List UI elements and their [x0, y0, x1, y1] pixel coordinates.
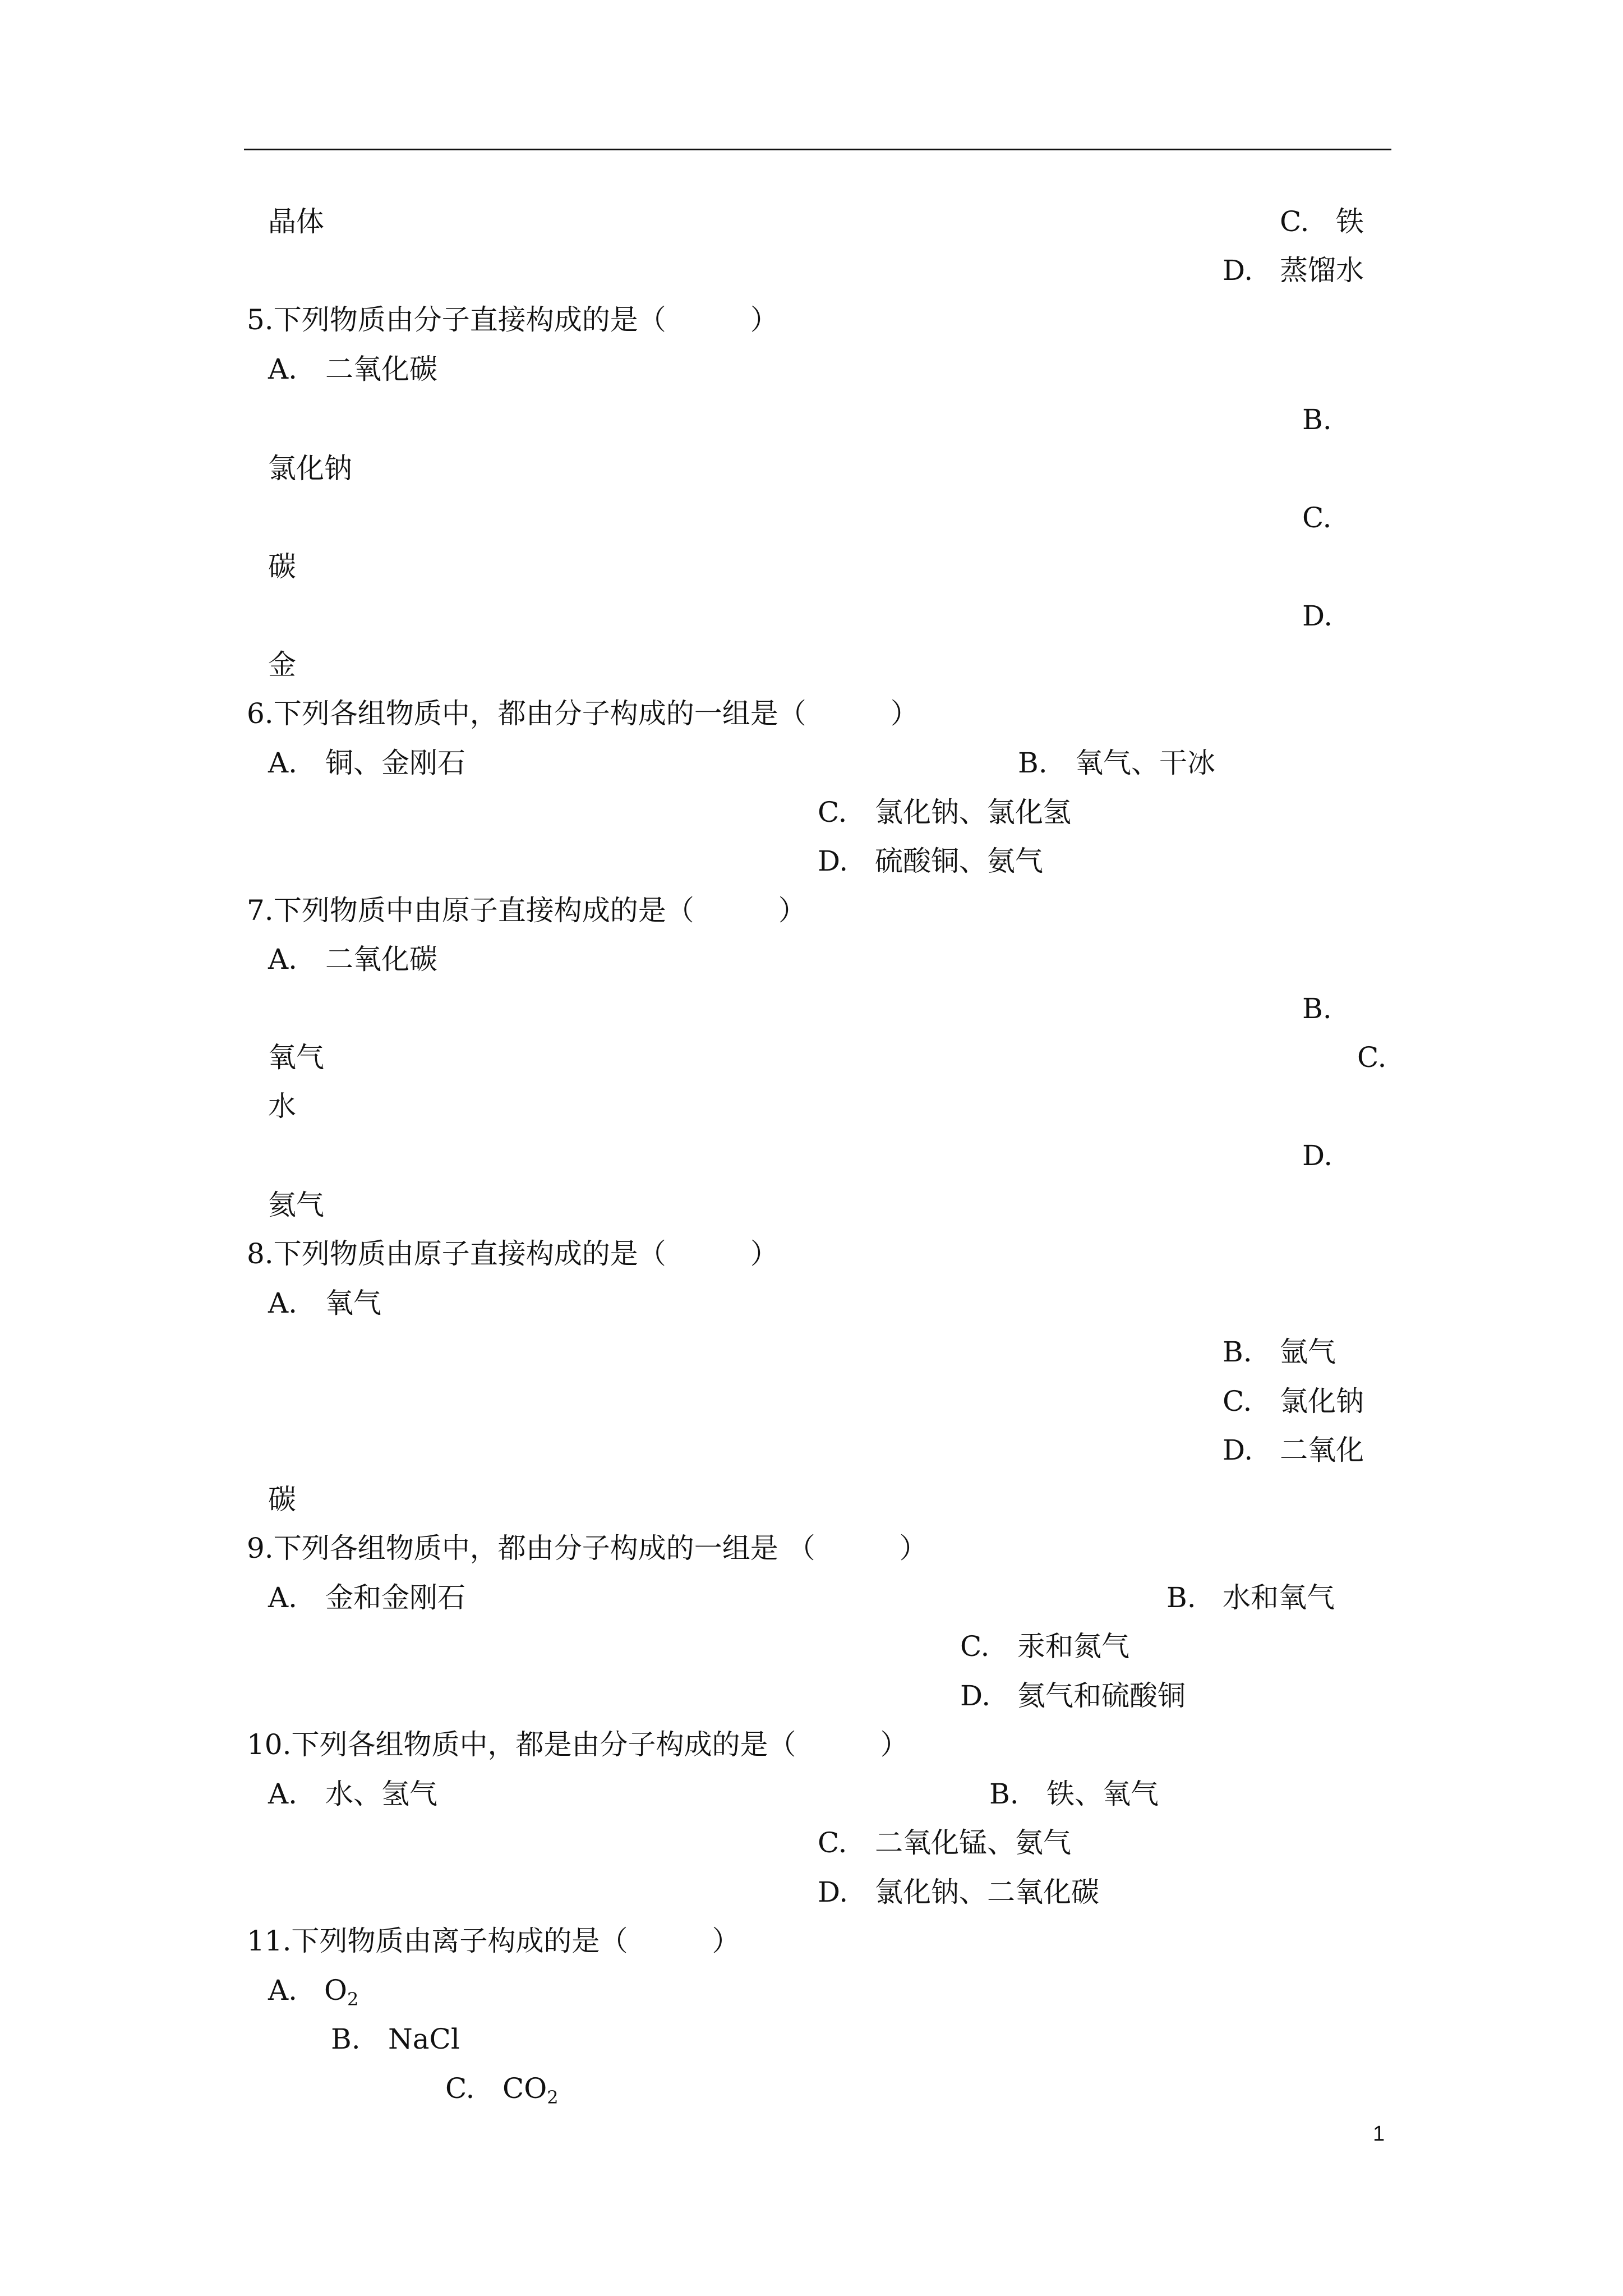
q6-option-c-text: 氯化钠、氯化氢	[875, 796, 1071, 829]
q5-option-d-text: 金	[268, 648, 296, 681]
option-d-letter: D.	[1223, 254, 1253, 287]
q7-option-b-letter: B.	[1302, 992, 1332, 1025]
formula-subscript: 2	[547, 2087, 559, 2108]
q5-option-b-text: 氯化钠	[268, 452, 352, 485]
q6-option-a-letter: A.	[268, 747, 298, 779]
q8-option-a-text: 氧气	[325, 1287, 381, 1319]
formula-co: CO	[502, 2072, 547, 2105]
q5-option-b-letter: B.	[1302, 403, 1332, 436]
formula-o: O	[324, 1974, 347, 2007]
q10-option-b-text: 铁、氧气	[1046, 1778, 1159, 1810]
q5-option-a-text: 二氧化碳	[325, 353, 437, 385]
option-c-text: 铁	[1336, 205, 1364, 238]
q7-option-a-text: 二氧化碳	[325, 943, 437, 976]
q6-option-d-text: 硫酸铜、氨气	[875, 845, 1043, 877]
q9-option-c-text: 汞和氮气	[1017, 1630, 1129, 1663]
q7-option-d-text: 氦气	[268, 1189, 324, 1221]
question-10-stem: 10.下列各组物质中，都是由分子构成的是（ ）	[247, 1728, 909, 1761]
q11-option-b-formula: NaCl	[388, 2023, 460, 2055]
q6-option-b-text: 氧气、干冰	[1075, 747, 1215, 779]
q5-option-c-letter: C.	[1302, 501, 1332, 534]
q11-option-a-letter: A.	[268, 1974, 298, 2007]
q7-option-d-letter: D.	[1302, 1139, 1333, 1172]
q7-option-b-text: 氧气	[268, 1041, 324, 1074]
option-c-letter: C.	[1280, 205, 1310, 238]
option-b-text-continued: 晶体	[268, 205, 324, 238]
q9-option-b-letter: B.	[1166, 1581, 1196, 1614]
q10-option-d-letter: D.	[818, 1876, 849, 1908]
q10-option-d-text: 氯化钠、二氧化碳	[875, 1876, 1099, 1908]
q10-option-c-letter: C.	[818, 1826, 847, 1859]
q9-option-b-text: 水和氧气	[1223, 1581, 1335, 1614]
q9-option-d-text: 氦气和硫酸铜	[1017, 1680, 1186, 1712]
formula-subscript: 2	[347, 1989, 359, 2010]
q8-option-d-text: 二氧化	[1280, 1434, 1364, 1466]
question-5-stem: 5.下列物质由分子直接构成的是（ ）	[247, 303, 778, 336]
page-number: 1	[1373, 2122, 1385, 2146]
q8-option-a-letter: A.	[268, 1287, 298, 1319]
q9-option-a-letter: A.	[268, 1581, 298, 1614]
q6-option-c-letter: C.	[818, 796, 847, 829]
q6-option-d-letter: D.	[818, 845, 849, 877]
q9-option-d-letter: D.	[960, 1680, 991, 1712]
q8-option-d-letter: D.	[1223, 1434, 1253, 1466]
q8-option-b-letter: B.	[1223, 1336, 1252, 1368]
option-d-text: 蒸馏水	[1280, 254, 1364, 287]
q10-option-c-text: 二氧化锰、氨气	[875, 1826, 1071, 1859]
q11-option-a-formula	[324, 1973, 359, 2010]
q10-option-a-text: 水、氢气	[325, 1778, 437, 1810]
q9-option-c-letter: C.	[960, 1630, 990, 1663]
q5-option-a-letter: A.	[268, 353, 298, 385]
q8-option-c-text: 氯化钠	[1280, 1385, 1364, 1418]
q6-option-a-text: 铜、金刚石	[325, 747, 465, 779]
question-11-stem: 11.下列物质由离子构成的是（ ）	[247, 1925, 740, 1957]
q8-option-b-text: 氩气	[1280, 1336, 1336, 1368]
q8-option-c-letter: C.	[1223, 1385, 1252, 1418]
q11-option-c-letter: C.	[445, 2072, 475, 2105]
q11-option-c-formula	[502, 2072, 559, 2108]
q5-option-d-letter: D.	[1302, 600, 1333, 632]
q8-option-d-text-continued: 碳	[268, 1483, 296, 1516]
q11-option-b-letter: B.	[331, 2023, 361, 2055]
question-9-stem: 9.下列各组物质中，都由分子构成的一组是 （ ）	[247, 1532, 928, 1565]
q9-option-a-text: 金和金刚石	[325, 1581, 465, 1614]
q7-option-a-letter: A.	[268, 943, 298, 976]
q6-option-b-letter: B.	[1018, 747, 1048, 779]
question-7-stem: 7.下列物质中由原子直接构成的是（ ）	[247, 894, 806, 927]
q10-option-a-letter: A.	[268, 1778, 298, 1810]
header-rule	[244, 149, 1391, 150]
q5-option-c-text: 碳	[268, 550, 296, 583]
question-8-stem: 8.下列物质由原子直接构成的是（ ）	[247, 1237, 778, 1270]
question-6-stem: 6.下列各组物质中，都由分子构成的一组是（ ）	[247, 697, 919, 730]
q7-option-c-letter: C.	[1357, 1041, 1387, 1074]
q10-option-b-letter: B.	[989, 1778, 1019, 1810]
q7-option-c-text: 水	[268, 1090, 296, 1122]
